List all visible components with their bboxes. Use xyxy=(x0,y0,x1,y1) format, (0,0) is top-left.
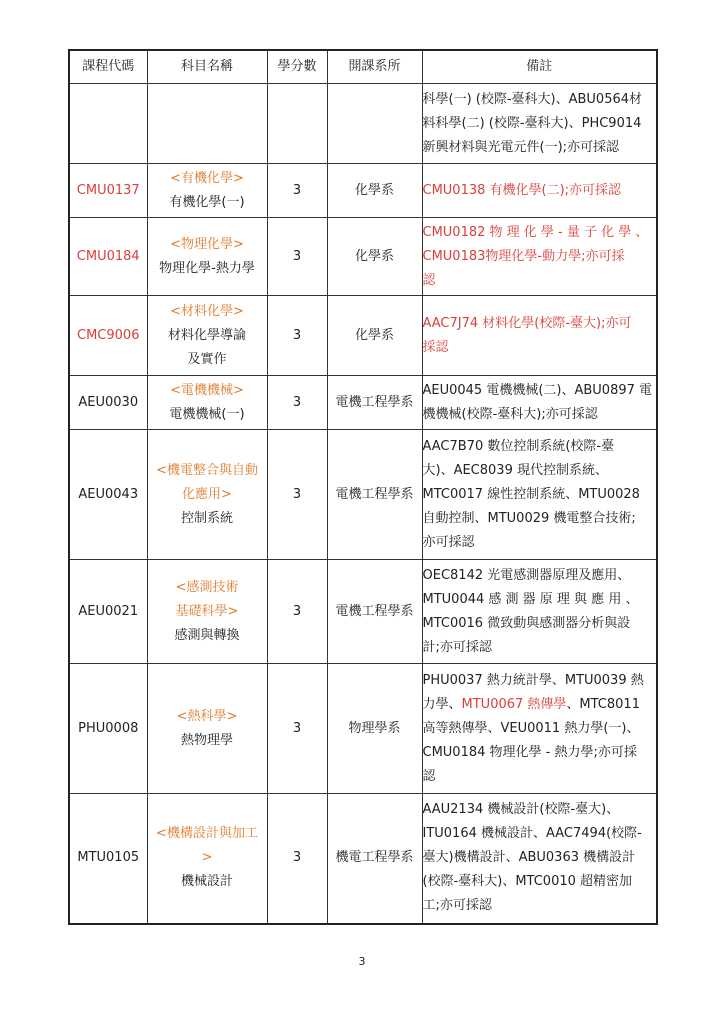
note-line: 工;亦可採認 xyxy=(422,898,492,914)
note-line: AAU2134 機械設計(校際-臺大)、 xyxy=(422,802,620,818)
table-row xyxy=(69,794,657,924)
course-table xyxy=(68,49,658,925)
note-line: CMU0138 有機化學(二);亦可採認 xyxy=(422,182,622,198)
note-line: 料科學(二) (校際-臺科大)、PHC9014 xyxy=(422,115,642,131)
course-name: 物理化學-熱力學 xyxy=(159,260,255,276)
field-label-cont: 基礎科學> xyxy=(175,603,239,619)
cell-name xyxy=(147,296,267,376)
cell-name xyxy=(147,164,267,218)
note-line: 亦可採認 xyxy=(422,534,475,550)
cell-note xyxy=(422,164,657,218)
cell-name xyxy=(147,430,267,560)
note-line: (校際-臺科大)、MTC0010 超精密加 xyxy=(422,874,633,890)
cell-dept: 電機工程學系 xyxy=(327,430,422,560)
course-name: 感測與轉換 xyxy=(174,627,240,643)
note-line: AEU0045 電機機械(二)、ABU0897 電 xyxy=(422,382,653,398)
field-label: <熱科學> xyxy=(176,708,238,724)
note-line: AAC7J74 材料化學(校際-臺大);亦可 xyxy=(422,315,632,331)
table-row xyxy=(69,296,657,376)
cell-code: AEU0043 xyxy=(69,430,147,560)
field-label: <感測技術 xyxy=(175,579,239,595)
field-label: <材料化學> xyxy=(170,303,244,319)
cell-code: AEU0030 xyxy=(69,376,147,430)
cell-dept: 機電工程學系 xyxy=(327,794,422,924)
cell-dept: 化學系 xyxy=(327,296,422,376)
cell-credits: 3 xyxy=(267,296,327,376)
cell-dept: 物理學系 xyxy=(327,664,422,794)
cell-name xyxy=(147,560,267,664)
field-label: <電機機械> xyxy=(170,382,244,398)
cell-credits: 3 xyxy=(267,560,327,664)
note-line: 大)、AEC8039 現代控制系統、 xyxy=(422,462,608,478)
note-line xyxy=(423,693,657,717)
note-line: MTU0044 感 測 器 原 理 與 應 用 、 xyxy=(422,591,639,607)
note-highlight: 力學、MTU0067 熱傳學、MTC8011 xyxy=(422,696,640,712)
cell-dept: 電機工程學系 xyxy=(327,376,422,430)
cell-dept: 電機工程學系 xyxy=(327,560,422,664)
table-row xyxy=(69,560,657,664)
note-line: PHU0037 熱力統計學、MTU0039 熱 xyxy=(422,672,644,688)
cell-dept: 化學系 xyxy=(327,218,422,296)
note-line: CMU0184 物理化學 - 熱力學;亦可採 xyxy=(422,744,637,760)
course-name-cont: 及實作 xyxy=(187,351,227,367)
cell-note xyxy=(422,430,657,560)
cell-credits: 3 xyxy=(267,218,327,296)
course-name: 控制系統 xyxy=(180,510,233,526)
cell-note xyxy=(422,218,657,296)
cell-credits: 3 xyxy=(267,430,327,560)
note-line: MTC0016 微致動與感測器分析與設 xyxy=(422,615,631,631)
cell-code: CMU0137 xyxy=(69,164,147,218)
cell-note xyxy=(422,560,657,664)
note-line: 新興材料與光電元件(一);亦可採認 xyxy=(422,139,620,155)
page-number: 3 xyxy=(358,955,366,968)
course-name: 電機機械(一) xyxy=(169,406,245,422)
header-dept: 開課系所 xyxy=(327,50,422,84)
note-line: 科學(一) (校際-臺科大)、ABU0564材 xyxy=(422,91,643,107)
table-row xyxy=(69,164,657,218)
field-label: <物理化學> xyxy=(170,236,244,252)
cell-credits xyxy=(267,84,327,164)
cell-credits: 3 xyxy=(267,164,327,218)
cell-credits: 3 xyxy=(267,794,327,924)
table-row xyxy=(69,664,657,794)
note-line: 認 xyxy=(422,272,436,288)
note-line: 機機械(校際-臺科大);亦可採認 xyxy=(422,406,598,422)
note-line: CMU0183物理化學-動力學;亦可採 xyxy=(422,248,625,264)
field-label-cont: 化應用> xyxy=(182,486,232,502)
header-name: 科目名稱 xyxy=(147,50,267,84)
note-line: 計;亦可採認 xyxy=(422,639,492,655)
cell-note xyxy=(422,376,657,430)
cell-name xyxy=(147,664,267,794)
course-name: 熱物理學 xyxy=(180,732,233,748)
header-credits: 學分數 xyxy=(267,50,327,84)
cell-dept xyxy=(327,84,422,164)
field-label: <有機化學> xyxy=(170,170,244,186)
note-line: ITU0164 機械設計、AAC7494(校際- xyxy=(422,826,642,842)
cell-credits: 3 xyxy=(267,664,327,794)
cell-note xyxy=(422,794,657,924)
note-line: MTC0017 線性控制系統、MTU0028 xyxy=(422,486,640,502)
cell-code: AEU0021 xyxy=(69,560,147,664)
note-line: 臺大)機構設計、ABU0363 機構設計 xyxy=(422,850,636,866)
cell-credits: 3 xyxy=(267,376,327,430)
cell-name xyxy=(147,218,267,296)
table-row xyxy=(69,376,657,430)
cell-code: MTU0105 xyxy=(69,794,147,924)
field-label: <機構設計與加工 xyxy=(156,826,258,842)
note-line: OEC8142 光電感測器原理及應用、 xyxy=(422,567,631,583)
table-header-row xyxy=(69,50,657,84)
note-line: 認 xyxy=(422,768,436,784)
note-line: 高等熱傳學、VEU0011 熱力學(一)、 xyxy=(422,720,640,736)
cell-code xyxy=(69,84,147,164)
course-name: 有機化學(一) xyxy=(169,194,245,210)
header-code: 課程代碼 xyxy=(69,50,147,84)
note-line: 自動控制、MTU0029 機電整合技術; xyxy=(422,510,636,526)
field-label-cont: > xyxy=(201,850,213,866)
cell-note xyxy=(422,664,657,794)
course-name: 材料化學導論 xyxy=(167,327,246,343)
note-line: CMU0182 物 理 化 學 - 量 子 化 學 、 xyxy=(422,224,649,240)
cell-name xyxy=(147,376,267,430)
field-label: <機電整合與自動 xyxy=(156,462,258,478)
cell-note xyxy=(422,296,657,376)
table-row xyxy=(69,430,657,560)
table-row xyxy=(69,218,657,296)
cell-code: PHU0008 xyxy=(69,664,147,794)
cell-code: CMC9006 xyxy=(69,296,147,376)
header-note: 備註 xyxy=(422,50,657,84)
cell-code: CMU0184 xyxy=(69,218,147,296)
cell-name xyxy=(147,84,267,164)
cell-dept: 化學系 xyxy=(327,164,422,218)
cell-name xyxy=(147,794,267,924)
cell-note xyxy=(422,84,657,164)
note-line: AAC7B70 數位控制系統(校際-臺 xyxy=(422,438,615,454)
table-row xyxy=(69,84,657,164)
course-name: 機械設計 xyxy=(180,874,233,890)
note-line: 採認 xyxy=(422,339,449,355)
